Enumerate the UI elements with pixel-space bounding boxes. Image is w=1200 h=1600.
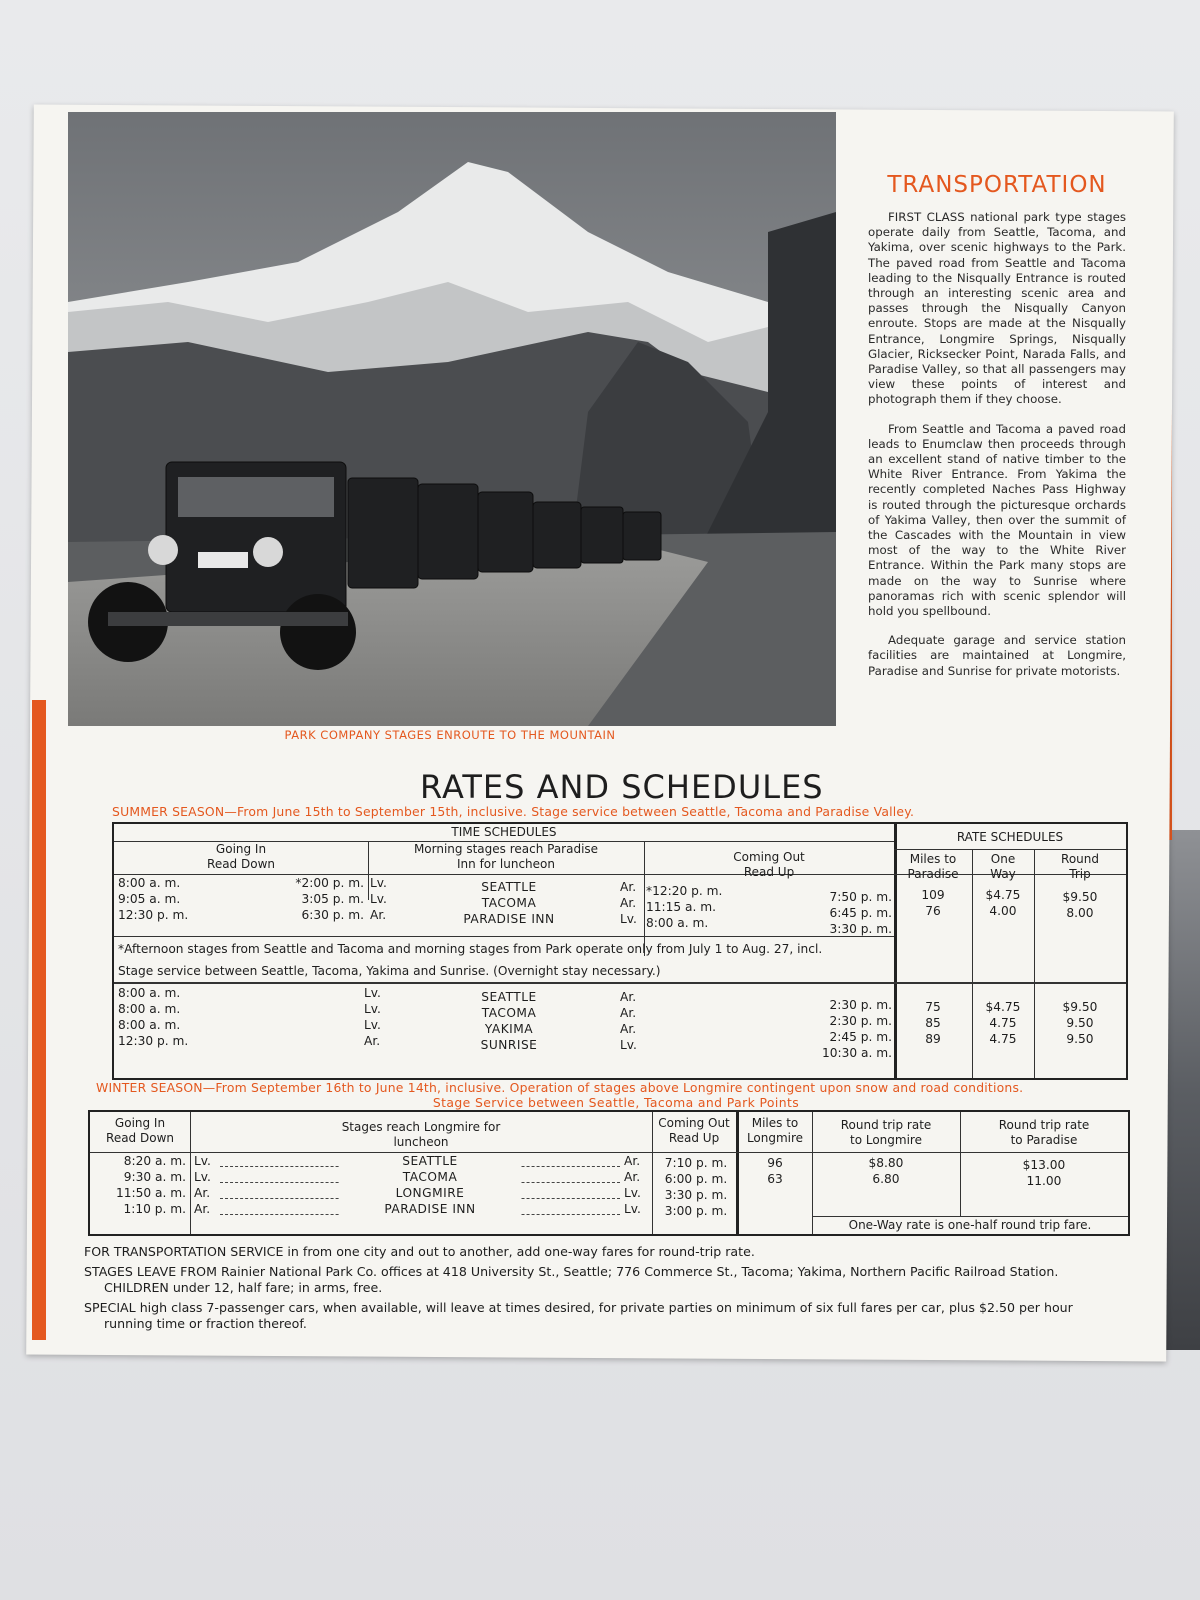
winter-going-in-header: Going In Read Down <box>106 1116 174 1145</box>
sunrise-depart: 8:00 a. m. <box>118 1018 181 1032</box>
one-way-rate-note: One-Way rate is one-half round trip fare. <box>848 1218 1092 1232</box>
winter-longmire-header: Stages reach Longmire for luncheon <box>341 1120 501 1149</box>
winter-ar-marker: Ar. <box>624 1170 641 1184</box>
sunrise-return: 2:30 p. m. <box>829 1014 892 1028</box>
summer-return-a: *12:20 p. m. <box>646 884 723 898</box>
transportation-section <box>868 172 1126 693</box>
winter-return: 7:10 p. m. <box>664 1156 728 1170</box>
photo-illustration <box>68 112 836 726</box>
summer-stop-name: SEATTLE <box>481 880 537 894</box>
note-special-cars: SPECIAL high class 7-passenger cars, when available, will leave at times desired, for private parties on minimum of six full fares per car, plus $2.50 per hour running time or fraction thereof. <box>84 1300 1073 1331</box>
winter-miles: 63 <box>767 1172 783 1186</box>
winter-ar-marker: Ar. <box>624 1154 641 1168</box>
photo-caption: PARK COMPANY STAGES ENROUTE TO THE MOUNTAIN <box>284 728 616 742</box>
summer-lv-marker: Lv. <box>370 876 387 890</box>
sunrise-lv-marker: Lv. <box>364 1002 381 1016</box>
winter-coming-out-header: Coming Out Read Up <box>658 1116 730 1145</box>
sunrise-return: 10:30 a. m. <box>822 1046 892 1060</box>
winter-ar-marker: Lv. <box>624 1202 641 1216</box>
summer-note <box>114 938 894 982</box>
sunrise-depart: 8:00 a. m. <box>118 986 181 1000</box>
sunrise-stop-name: TACOMA <box>481 1006 537 1020</box>
winter-return: 6:00 p. m. <box>664 1172 728 1186</box>
sunrise-return: 2:30 p. m. <box>829 998 892 1012</box>
sunrise-stop-name: YAKIMA <box>484 1022 534 1036</box>
round-trip-header: Round Trip <box>1061 852 1099 881</box>
sunrise-oneway: 4.75 <box>989 1032 1017 1046</box>
winter-stop-name: PARADISE INN <box>340 1202 520 1216</box>
sunrise-miles: 89 <box>925 1032 941 1046</box>
winter-lv-marker: Lv. <box>194 1154 211 1168</box>
winter-return: 3:00 p. m. <box>664 1204 728 1218</box>
summer-round: 8.00 <box>1066 906 1094 920</box>
sunrise-oneway: 4.75 <box>989 1016 1017 1030</box>
winter-rt-longmire-header: Round trip rate to Longmire <box>840 1118 932 1147</box>
summer-oneway: $4.75 <box>985 888 1021 902</box>
note-transportation-service: FOR TRANSPORTATION SERVICE in from one city and out to another, add one-way fares for round-trip rate. <box>84 1244 755 1259</box>
winter-rt-longmire: 6.80 <box>872 1172 900 1186</box>
winter-season-line: WINTER SEASON—From September 16th to June 14th, inclusive. Operation of stages above Longmire contingent upon snow and road conditions. Stage Service between Seattle, Tacoma and Park Points <box>96 1080 1024 1110</box>
sunrise-ar-marker: Lv. <box>620 1038 637 1052</box>
coming-out-header: Coming Out Read Up <box>733 850 805 879</box>
summer-oneway: 4.00 <box>989 904 1017 918</box>
summer-miles: 109 <box>921 888 945 902</box>
summer-schedule-table <box>112 822 1128 1080</box>
winter-return: 3:30 p. m. <box>664 1188 728 1202</box>
time-schedules-header: TIME SCHEDULES <box>451 825 557 839</box>
winter-stop-name: LONGMIRE <box>340 1186 520 1200</box>
summer-depart-morning: 12:30 p. m. <box>118 908 189 922</box>
winter-miles: 96 <box>767 1156 783 1170</box>
summer-return-a: 11:15 a. m. <box>646 900 716 914</box>
transportation-heading: TRANSPORTATION <box>887 172 1107 198</box>
note-stages-leave: STAGES LEAVE FROM Rainier National Park Co. offices at 418 University St., Seattle; 776 Commerce St., Tacoma; Yakima, Northern Pacific Railroad Station. CHILDREN under 12, half fare; in arms, free. <box>84 1264 1059 1295</box>
winter-rt-paradise: 11.00 <box>1026 1174 1062 1188</box>
miles-header: Miles to Paradise <box>907 852 959 881</box>
sunrise-stop-name: SEATTLE <box>481 990 537 1004</box>
transportation-paragraph-3: Adequate garage and service station facilities are maintained at Longmire, Paradise and Sunrise for private motorists. <box>868 633 1126 678</box>
summer-return-b: 7:50 p. m. <box>829 890 892 904</box>
mountain-photo <box>68 112 836 726</box>
summer-season-line: SUMMER SEASON—From June 15th to September 15th, inclusive. Stage service between Seattle, Tacoma and Paradise Valley. <box>112 804 915 819</box>
morning-stages-header: Morning stages reach Paradise Inn for luncheon <box>413 842 599 871</box>
summer-stop-name: TACOMA <box>481 896 537 910</box>
rates-title: RATES AND SCHEDULES <box>420 768 824 806</box>
summer-depart-afternoon: 6:30 p. m. <box>301 908 364 922</box>
summer-return-b: 3:30 p. m. <box>829 922 892 936</box>
rate-schedules-header: RATE SCHEDULES <box>956 830 1064 844</box>
winter-schedule-table <box>88 1110 1130 1236</box>
sunrise-ar-marker: Ar. <box>620 1022 637 1036</box>
summer-lv-marker: Ar. <box>370 908 387 922</box>
summer-ar-marker: Ar. <box>620 880 637 894</box>
summer-stop-name: PARADISE INN <box>463 912 555 926</box>
sunrise-service-heading: Stage service between Seattle, Tacoma, Yakima and Sunrise. (Overnight stay necessary.) <box>118 964 661 978</box>
transportation-paragraph-1: FIRST CLASS national park type stages operate daily from Seattle, Tacoma, and Yakima, over scenic highways to the Park. The paved road from Seattle and Tacoma leading to the Nisqually Entrance is routed through an interesting scenic area and passes through the Nisqually Canyon enroute. Stops are made at the Nisqually Entrance, Longmire Springs, Nisqually Glacier, Ricksecker Point, Narada Falls, and Paradise Valley, so that all passengers may view these points of interest and photograph them if they choose. <box>868 210 1126 407</box>
winter-lv-marker: Ar. <box>194 1186 211 1200</box>
summer-depart-afternoon: 3:05 p. m. <box>301 892 364 906</box>
summer-ar-marker: Ar. <box>620 896 637 910</box>
sunrise-miles: 75 <box>925 1000 941 1014</box>
going-in-header: Going In Read Down <box>207 842 275 871</box>
winter-stop-name: TACOMA <box>340 1170 520 1184</box>
winter-depart: 1:10 p. m. <box>123 1202 186 1216</box>
sunrise-lv-marker: Lv. <box>364 1018 381 1032</box>
sunrise-lv-marker: Lv. <box>364 986 381 1000</box>
winter-ar-marker: Lv. <box>624 1186 641 1200</box>
summer-round: $9.50 <box>1062 890 1098 904</box>
summer-depart-afternoon: *2:00 p. m. <box>295 876 364 890</box>
transportation-paragraph-2: From Seattle and Tacoma a paved road leads to Enumclaw then proceeds through an excellent stand of native timber to the White River Entrance. From Yakima the recently completed Naches Pass Highway is routed through the picturesque orchards of Yakima Valley, then over the summit of the Cascades with the Mountain in view most of the way to the White River Entrance. Within the Park many stops are made on the way to Sunrise where panoramas rich with scenic splendor will hold you spellbound. <box>868 421 1126 619</box>
sunrise-round: 9.50 <box>1066 1032 1094 1046</box>
winter-depart: 9:30 a. m. <box>123 1170 186 1184</box>
winter-depart: 8:20 a. m. <box>123 1154 186 1168</box>
winter-stop-name: SEATTLE <box>340 1154 520 1168</box>
afternoon-note: *Afternoon stages from Seattle and Tacoma and morning stages from Park operate only from July 1 to Aug. 27, incl. <box>118 942 823 956</box>
one-way-header: One Way <box>990 852 1016 881</box>
summer-depart-morning: 8:00 a. m. <box>118 876 181 890</box>
summer-lv-marker: Lv. <box>370 892 387 906</box>
sunrise-miles: 85 <box>925 1016 941 1030</box>
winter-lv-marker: Lv. <box>194 1170 211 1184</box>
winter-lv-marker: Ar. <box>194 1202 211 1216</box>
sunrise-ar-marker: Ar. <box>620 990 637 1004</box>
summer-depart-morning: 9:05 a. m. <box>118 892 181 906</box>
footnotes <box>84 1244 1124 1332</box>
orange-border-left <box>32 700 46 1340</box>
sunrise-oneway: $4.75 <box>985 1000 1021 1014</box>
summer-return-b: 6:45 p. m. <box>829 906 892 920</box>
winter-rt-paradise: $13.00 <box>1022 1158 1066 1172</box>
winter-depart: 11:50 a. m. <box>116 1186 186 1200</box>
summer-miles: 76 <box>925 904 941 918</box>
sunrise-depart: 8:00 a. m. <box>118 1002 181 1016</box>
summer-return-a: 8:00 a. m. <box>646 916 709 930</box>
sunrise-depart: 12:30 p. m. <box>118 1034 189 1048</box>
sunrise-stop-name: SUNRISE <box>480 1038 538 1052</box>
summer-ar-marker: Lv. <box>620 912 637 926</box>
sunrise-round: 9.50 <box>1066 1016 1094 1030</box>
winter-rt-paradise-header: Round trip rate to Paradise <box>998 1118 1090 1147</box>
winter-miles-header: Miles to Longmire <box>746 1116 804 1145</box>
sunrise-return: 2:45 p. m. <box>829 1030 892 1044</box>
winter-rt-longmire: $8.80 <box>868 1156 904 1170</box>
sunrise-lv-marker: Ar. <box>364 1034 381 1048</box>
sunrise-round: $9.50 <box>1062 1000 1098 1014</box>
sunrise-ar-marker: Ar. <box>620 1006 637 1020</box>
